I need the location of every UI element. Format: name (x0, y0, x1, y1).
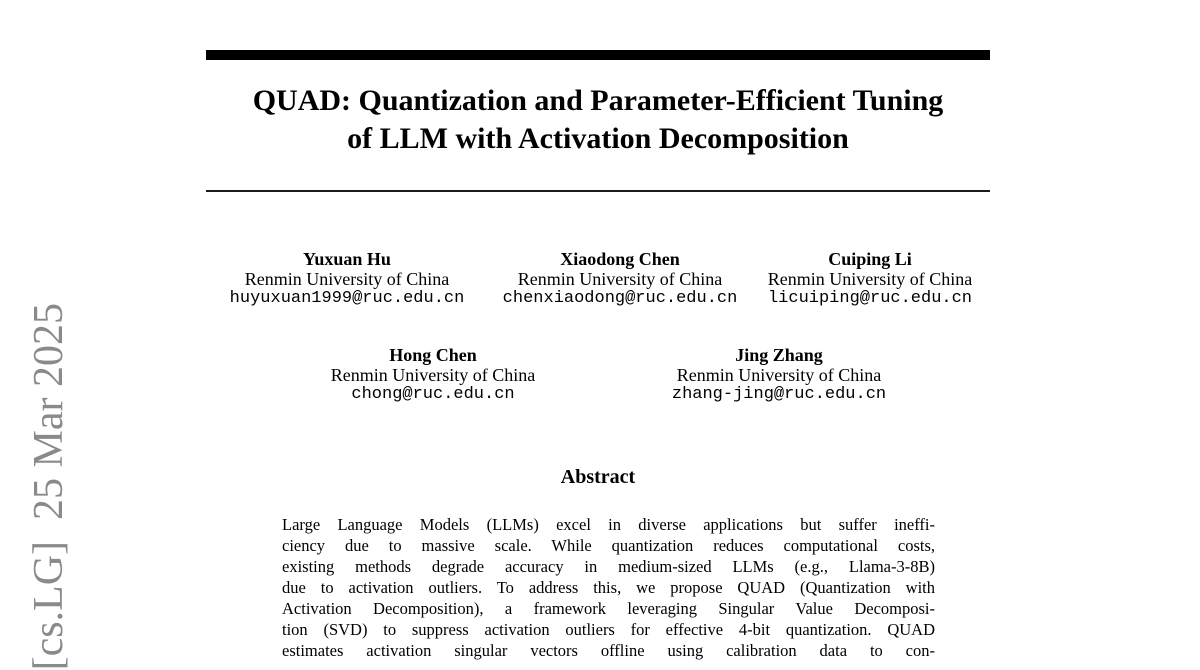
paper-title-line2: of LLM with Activation Decomposition (347, 122, 849, 155)
author-email: chenxiaodong@ruc.edu.cn (502, 289, 738, 308)
author-email: chong@ruc.edu.cn (351, 385, 515, 404)
author-block (230, 249, 465, 309)
author-name: Cuiping Li (828, 249, 912, 269)
author-affiliation: Renmin University of China (767, 269, 973, 289)
author-block (503, 249, 738, 309)
author-block (672, 345, 886, 405)
author-name: Jing Zhang (735, 345, 823, 365)
abstract-line: due to activation outliers. To address this, we propose QUAD (Quantization with (282, 578, 935, 597)
paper-title (206, 82, 990, 158)
abstract-line: estimates activation singular vectors offline using calibration data to con- (282, 641, 935, 660)
author-name: Xiaodong Chen (560, 249, 680, 269)
author-block (768, 249, 972, 309)
abstract-line: tion (SVD) to suppress activation outliers for effective 4-bit quantization. QUAD (282, 620, 935, 639)
author-block (331, 345, 535, 405)
author-affiliation: Renmin University of China (517, 269, 723, 289)
author-affiliation: Renmin University of China (676, 365, 882, 385)
abstract-line: existing methods degrade accuracy in medium-sized LLMs (e.g., Llama-3-8B) (282, 557, 935, 576)
arxiv-category-stamp: [cs.LG] 25 Mar 2025 (26, 303, 72, 670)
paper-title-line1: QUAD: Quantization and Parameter-Efficient Tuning (252, 84, 944, 117)
abstract-line: Activation Decomposition), a framework leveraging Singular Value Decomposi- (282, 599, 935, 618)
author-name: Yuxuan Hu (303, 249, 391, 269)
author-affiliation: Renmin University of China (244, 269, 450, 289)
abstract-heading: Abstract (560, 466, 636, 488)
abstract-line: Large Language Models (LLMs) excel in diverse applications but suffer ineffi- (282, 515, 935, 534)
author-email: huyuxuan1999@ruc.edu.cn (229, 289, 465, 308)
author-affiliation: Renmin University of China (330, 365, 536, 385)
abstract-line: ciency due to massive scale. While quantization reduces computational costs, (282, 536, 935, 555)
author-email: zhang-jing@ruc.edu.cn (671, 385, 887, 404)
top-rule (206, 50, 990, 60)
title-rule (206, 190, 990, 192)
abstract-body (282, 514, 935, 661)
author-email: licuiping@ruc.edu.cn (767, 289, 973, 308)
author-name: Hong Chen (389, 345, 477, 365)
